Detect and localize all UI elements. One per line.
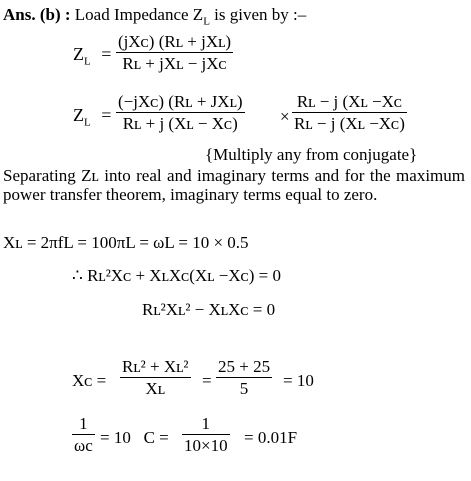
eq6-f1-bar [120,377,191,378]
eq7-fraction-2 [182,415,230,454]
eq1-z: Z [73,44,84,64]
eq5-simplified: Rʟ²Xʟ² − XʟXᴄ = 0 [142,300,276,319]
eq2-equals: = [101,105,112,125]
eq6-result: = 10 [283,371,314,390]
eq7-result: = 0.01F [244,428,298,447]
answer-label: Ans. (b) : [3,5,71,24]
eq2-frac2-denominator: Rʟ − j (Xʟ −Xᴄ) [294,114,405,133]
intro-text-end: is given by :– [209,5,307,24]
eq6-lhs: Xᴄ = [72,371,107,390]
eq6-f2-numerator: 25 + 25 [218,357,271,376]
eq6-equals: = [202,371,212,390]
eq6-f2-denominator: 5 [239,379,249,398]
explanation-paragraph: Separating Zʟ into real and imaginary terms and for the maximum power transfer theorem, imaginary terms equal to zero. [3,166,465,204]
eq2-frac1-denominator: Rʟ + j (Xʟ − Xᴄ) [122,114,238,133]
eq7-f2-numerator: 1 [201,414,211,433]
eq1-fraction-bar [116,52,233,53]
eq2-note: {Multiply any from conjugate} [205,145,418,164]
eq6-f1-numerator: Rʟ² + Xʟ² [122,357,189,376]
eq3-reactance: Xʟ = 2πfL = 100πL = ωL = 10 × 0.5 [3,233,249,252]
eq2-frac2-bar [292,112,407,113]
eq2-times: × [280,107,290,126]
eq2-fraction-2 [292,93,407,132]
eq7-f2-bar [182,434,230,435]
intro-subscript: L [203,15,210,28]
eq7-f1-numerator: 1 [79,414,88,433]
eq1-lhs [73,44,112,68]
eq2-frac2-numerator: Rʟ − j (Xʟ −Xᴄ [296,92,403,111]
eq1-numerator: (jXᴄ) (Rʟ + jXʟ) [118,32,232,51]
eq7-fraction-1 [72,415,95,454]
eq1-equals: = [101,44,112,64]
eq2-sub: L [84,116,91,129]
eq2-frac1-numerator: (−jXᴄ) (Rʟ + JXʟ) [118,92,243,111]
eq6-fraction-2 [216,358,272,397]
eq2-z: Z [73,105,84,125]
eq7-f2-denominator: 10×10 [184,436,228,455]
eq1-sub: L [84,55,91,68]
eq7-f1-bar [72,434,95,435]
answer-intro [3,5,307,28]
eq4-condition: ∴ Rʟ²Xᴄ + XʟXᴄ(Xʟ −Xᴄ) = 0 [72,266,282,285]
intro-text: Load Impedance Z [70,5,204,24]
eq1-fraction [116,33,233,72]
eq7-f1-denominator: ωc [74,436,93,455]
eq1-denominator: Rʟ + jXʟ − jXᴄ [122,54,227,73]
eq2-fraction-1 [116,93,245,132]
eq6-fraction-1 [120,358,191,397]
eq6-f1-denominator: Xʟ [145,379,166,398]
eq2-lhs [73,105,112,129]
eq7-mid: = 10 C = [100,428,169,447]
eq2-frac1-bar [116,112,245,113]
eq6-f2-bar [216,377,272,378]
